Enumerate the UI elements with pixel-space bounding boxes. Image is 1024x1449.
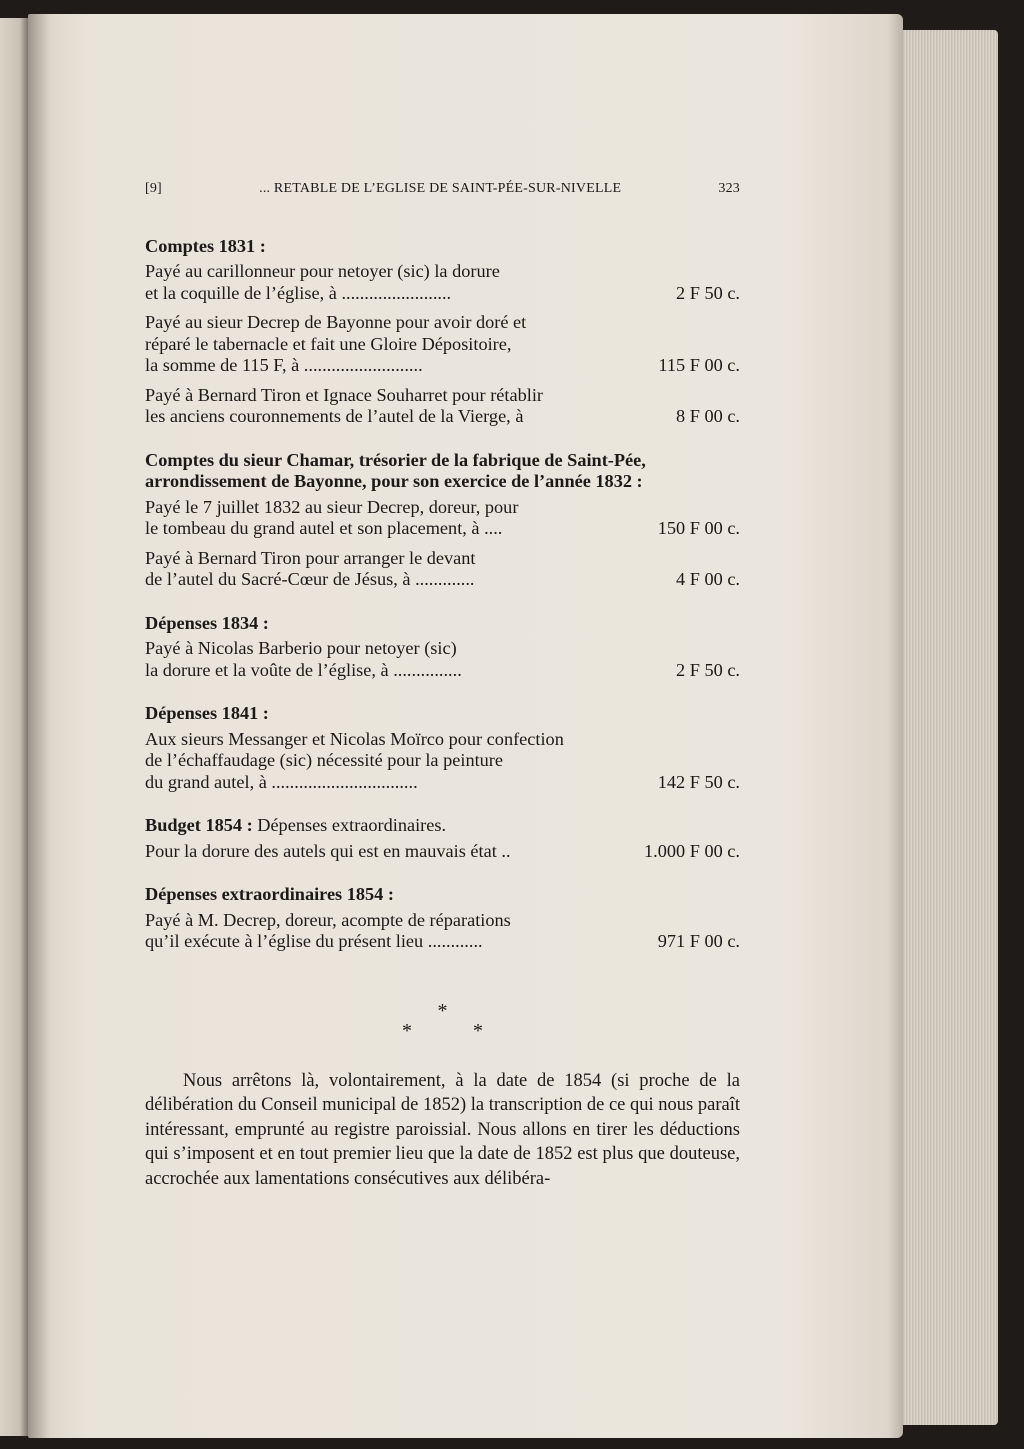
section-heading-bold: Budget 1854 : — [145, 815, 253, 835]
account-section — [145, 613, 740, 682]
entry-text-line: réparé le tabernacle et fait une Gloire Dépositoire, — [145, 333, 512, 354]
account-entry — [145, 910, 740, 953]
account-entry — [145, 312, 740, 377]
entry-amount-line — [145, 841, 740, 863]
entry-last-text: et la coquille de l’église, à ........................ — [145, 282, 452, 303]
account-entry — [145, 385, 740, 428]
entry-last-text: de l’autel du Sacré-Cœur de Jésus, à ............. — [145, 569, 475, 589]
account-section — [145, 703, 740, 793]
previous-page-edge — [0, 18, 28, 1436]
entry-last-text: Pour la dorure des autels qui est en mauvais état .. — [145, 840, 511, 861]
account-section — [145, 884, 740, 953]
section-heading-bold: Dépenses 1841 : — [145, 703, 269, 723]
account-section — [145, 815, 740, 862]
entry-amount: 150 F 00 c. — [657, 518, 740, 538]
section-heading — [145, 703, 740, 725]
entry-amount: 2 F 50 c. — [676, 659, 740, 680]
entry-amount-line — [145, 355, 740, 377]
entry-amount: 115 F 00 c. — [658, 355, 740, 375]
account-entry — [145, 638, 740, 681]
entry-amount-line — [145, 518, 740, 540]
entry-amount-line — [145, 772, 740, 794]
entry-last-text: la somme de 115 F, à .......................... — [145, 355, 423, 375]
entry-text-line: Payé à Bernard Tiron pour arranger le devant — [145, 547, 476, 568]
page-number: 323 — [718, 181, 740, 196]
entry-text-line: de l’échaffaudage (sic) nécessité pour la peinture — [145, 750, 504, 770]
entry-amount: 8 F 00 c. — [676, 406, 740, 426]
section-heading — [145, 815, 740, 837]
page-stack-edges — [903, 30, 998, 1425]
entry-text-line: Payé au carillonneur pour netoyer (sic) la dorure — [145, 261, 500, 281]
asterism-separator — [145, 1001, 740, 1041]
entry-last-text: la dorure et la voûte de l’église, à ............... — [145, 659, 462, 680]
entry-last-text: le tombeau du grand autel et son placement, à .... — [145, 518, 503, 538]
running-head — [145, 178, 740, 200]
entry-amount-line — [145, 406, 740, 428]
entry-text-line: Aux sieurs Messanger et Nicolas Moïrco pour confection — [145, 728, 564, 749]
accounts-list — [145, 236, 740, 953]
entry-text-line: Payé à Bernard Tiron et Ignace Souharret pour rétablir — [145, 384, 544, 405]
section-heading — [145, 450, 740, 493]
section-heading-rest: Dépenses extraordinaires. — [252, 815, 447, 835]
entry-text-line: Payé au sieur Decrep de Bayonne pour avoir doré et — [145, 312, 527, 332]
section-number: [9] — [145, 181, 162, 196]
running-title: ... RETABLE DE L’EGLISE DE SAINT-PÉE-SUR-NIVELLE — [259, 181, 622, 196]
section-heading-bold: Comptes du sieur Chamar, trésorier de la fabrique de Saint-Pée, arrondissement de Bayonne, pour son exercice de l’année 1832 : — [145, 449, 646, 491]
entry-last-text: du grand autel, à ................................ — [145, 771, 418, 792]
account-entry — [145, 548, 740, 591]
account-entry — [145, 729, 740, 794]
section-heading-bold: Dépenses extraordinaires 1854 : — [145, 884, 394, 904]
entry-amount-line — [145, 660, 740, 682]
account-section — [145, 450, 740, 591]
entry-amount-line — [145, 569, 740, 591]
entry-last-text: les anciens couronnements de l’autel de la Vierge, à — [145, 406, 524, 426]
section-heading — [145, 236, 740, 258]
account-entry — [145, 841, 740, 863]
entry-last-text: qu’il exécute à l’église du présent lieu ............ — [145, 931, 483, 951]
account-section — [145, 236, 740, 428]
entry-text-line: Payé à M. Decrep, doreur, acompte de réparations — [145, 909, 511, 930]
body-paragraph: Nous arrêtons là, volontairement, à la date de 1854 (si proche de la délibération du Conseil municipal de 1852) la transcription de ce qui nous paraît intéressant, emprunté au registre paroissial. Nous allons en tirer les déductions qui s’imposent et en tout premier lieu que la date de 1852 est plus que douteuse, accrochée aux lamentations consécutives aux délibéra- — [145, 1070, 740, 1189]
section-heading — [145, 613, 740, 635]
section-heading-bold: Comptes 1831 : — [145, 235, 266, 256]
asterism-bottom: * * — [402, 1019, 511, 1042]
entry-amount-line — [145, 931, 740, 953]
entry-text-line: Payé le 7 juillet 1832 au sieur Decrep, doreur, pour — [145, 496, 519, 517]
entry-amount-line — [145, 283, 740, 305]
entry-amount: 1.000 F 00 c. — [644, 840, 740, 861]
entry-text-line: Payé à Nicolas Barberio pour netoyer (sic) — [145, 638, 457, 658]
asterism-top: * — [437, 999, 448, 1022]
section-heading-bold: Dépenses 1834 : — [145, 612, 269, 633]
page-text-block — [145, 170, 740, 1191]
entry-amount: 971 F 00 c. — [657, 931, 740, 951]
entry-amount: 4 F 00 c. — [676, 569, 740, 589]
account-entry — [145, 261, 740, 304]
account-entry — [145, 497, 740, 540]
section-heading — [145, 884, 740, 906]
entry-amount: 142 F 50 c. — [657, 771, 740, 792]
entry-amount: 2 F 50 c. — [676, 282, 740, 303]
